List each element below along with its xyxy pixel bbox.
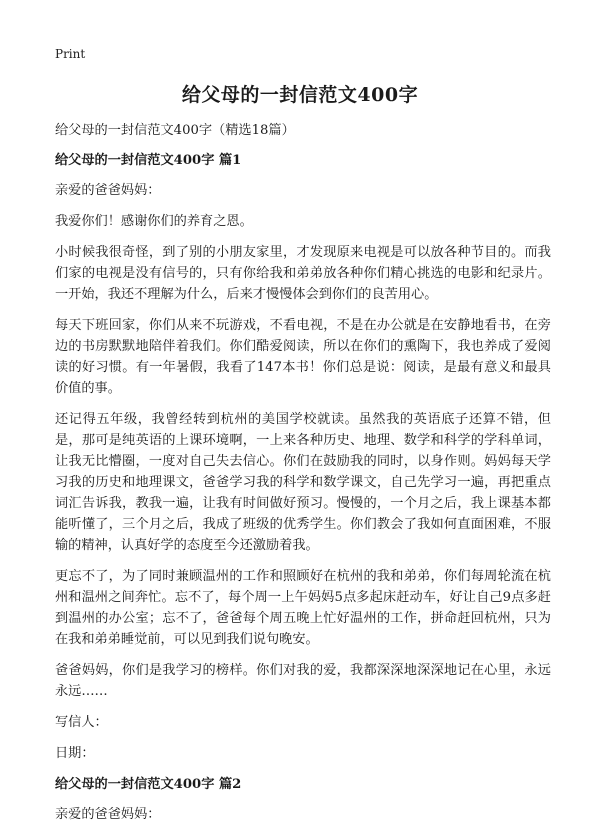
print-label: Print [55,47,86,61]
salutation: 亲爱的爸爸妈妈： [55,807,161,822]
body-paragraph: 我爱你们！感谢你们的养育之恩。 [55,214,253,229]
body-paragraph: 小时候我很奇怪，到了别的小朋友家里，才发现原来电视是可以放各种节目的。而我们家的电视是没有信号的，只有你给我和弟弟放各种你们精心挑选的电影和纪录片。一开始，我还不理解为什么，后来才慢慢体会到你们的良苦用心。 [55,245,551,302]
document-body [55,120,551,828]
body-paragraph: 每天下班回家，你们从来不玩游戏，不看电视，不是在办公就是在安静地看书，在旁边的书房默默地陪伴着我们。你们酷爱阅读，所以在你们的熏陶下，我也养成了爱阅读的好习惯。有一年暑假，我看了147本书！你们总是说：阅读，是最有意义和最具价值的事。 [55,318,551,396]
body-paragraph: 爸爸妈妈，你们是我学习的榜样。你们对我的爱，我都深深地深深地记在心里，永远永远…… [55,663,551,699]
section-heading: 给父母的一封信范文400字 篇1 [55,153,242,168]
document-subtitle: 给父母的一封信范文400字（精选18篇） [55,123,295,138]
date-line: 日期： [55,746,95,761]
document-title: 给父母的一封信范文400字 [181,84,419,106]
signature-line: 写信人： [55,715,108,730]
body-paragraph: 还记得五年级，我曾经转到杭州的美国学校就读。虽然我的英语底子还算不错，但是，那可是纯英语的上课环境啊，一上来各种历史、地理、数学和科学的学科单词，让我无比懵圈，一度对自己失去信心。你们在鼓励我的同时，以身作则。妈妈每天学习我的历史和地理课文，爸爸学习我的科学和数学课文，自己先学习一遍，再把重点词汇告诉我，教我一遍，让我有时间做好预习。慢慢的，一个月之后，我上课基本都能听懂了，三个月之后，我成了班级的优秀学生。你们教会了我如何直面困难，不服输的精神，认真好学的态度至今还激励着我。 [55,412,551,553]
salutation: 亲爱的爸爸妈妈： [55,183,161,198]
body-paragraph: 更忘不了，为了同时兼顾温州的工作和照顾好在杭州的我和弟弟，你们每周轮流在杭州和温州之间奔忙。忘不了，每个周一上午妈妈5点多起床赶动车，好让自己9点多赶到温州的办公室；忘不了，爸爸每个周五晚上忙好温州的工作，拼命赶回杭州，只为在我和弟弟睡觉前，可以见到我们说句晚安。 [55,569,551,647]
section-heading: 给父母的一封信范文400字 篇2 [55,777,242,792]
